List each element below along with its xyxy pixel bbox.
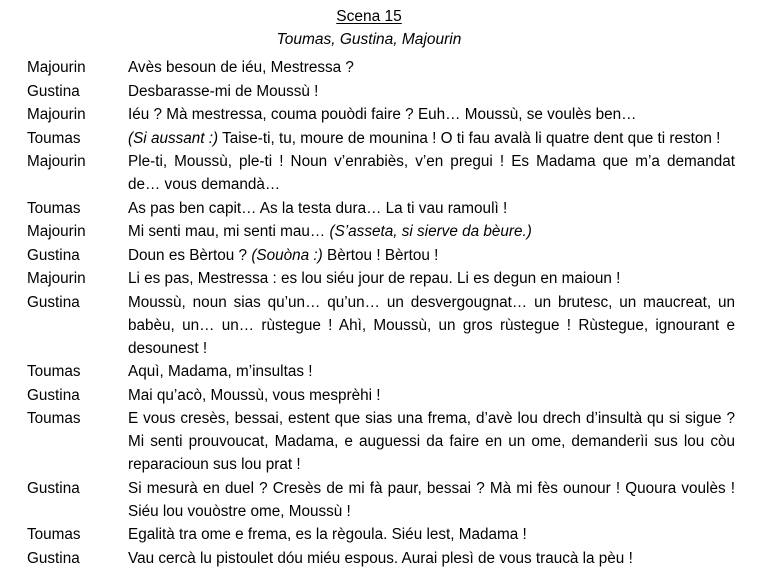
- dialogue-line: [27, 291, 735, 360]
- dialogue-line: [27, 80, 735, 103]
- speech-text: Ple-ti, Moussù, ple-ti ! Noun v’enrabiès, v’en pregui ! Es Madama que m’a demandat de… vous demandà…: [128, 153, 735, 193]
- speaker-name: Toumas: [27, 199, 81, 217]
- speaker-name: Gustina: [27, 386, 80, 404]
- speech-text: Li es pas, Mestressa : es lou siéu jour de repau. Li es degun en maioun !: [128, 270, 621, 287]
- dialogue-line: [27, 103, 735, 126]
- speech-text: [128, 244, 735, 267]
- speaker-name: Majourin: [27, 223, 86, 240]
- speech-text: As pas ben capit… As la testa dura… La ti vau ramoulì !: [128, 199, 508, 217]
- dialogue-line: [27, 547, 735, 570]
- speaker-name: Toumas: [27, 526, 81, 543]
- dialogue-line: [27, 244, 735, 267]
- speech-text: Avès besoun de iéu, Mestressa ?: [128, 59, 354, 76]
- speech-text: [128, 127, 735, 150]
- speaker-name: Gustina: [27, 293, 80, 311]
- speech-body: Doun es Bèrtou ?: [128, 246, 252, 264]
- speech-text: Moussù, noun sias qu’un… qu’un… un desvergougnat… un brutesc, un maucreat, un babèu, un… un… rùstegue ! Ahì, Moussù, un gros rùstegue ! Rùstegue, ignourant e desounest !: [128, 293, 735, 357]
- speaker-name: Toumas: [27, 363, 81, 380]
- dialogue-line: [27, 127, 735, 150]
- stage-direction: (Souòna :): [251, 246, 323, 264]
- speaker-name: Toumas: [27, 129, 81, 147]
- speaker-name: Gustina: [27, 549, 80, 567]
- dialogue-line: [27, 523, 735, 546]
- speech-text: Iéu ? Mà mestressa, couma pouòdi faire ? Euh… Moussù, se voulès ben…: [128, 106, 637, 123]
- speech-text: [128, 220, 735, 243]
- speaker-name: Majourin: [27, 106, 86, 123]
- dialogue-line: [27, 384, 735, 407]
- speech-text: Desbarasse-mi de Moussù !: [128, 82, 319, 100]
- speaker-name: Gustina: [27, 246, 80, 264]
- dialogue-line: [27, 220, 735, 243]
- speaker-name: Majourin: [27, 59, 86, 76]
- speaker-name: Majourin: [27, 153, 86, 170]
- stage-direction: (S’asseta, si sierve da bèure.): [329, 223, 532, 240]
- dialogue-line: [27, 407, 735, 476]
- dialogue-line: [27, 56, 735, 79]
- speaker-name: Toumas: [27, 410, 81, 427]
- speech-body: Taise-ti, tu, moure de mounina ! O ti fau avalà li quatre dent que ti reston !: [218, 129, 721, 147]
- dialogue-line: [27, 267, 735, 290]
- stage-direction: (Si aussant :): [128, 129, 219, 147]
- speech-text: Aquì, Madama, m’insultas !: [128, 363, 313, 380]
- speaker-name: Gustina: [27, 479, 80, 497]
- dialogue-line: [27, 360, 735, 383]
- dialogue-list: [27, 56, 735, 570]
- scene-heading-text: Scena 15: [336, 8, 402, 25]
- speech-text: Egalità tra ome e frema, es la règoula. Siéu lest, Madama !: [128, 526, 527, 543]
- cast-line: Toumas, Gustina, Majourin: [276, 31, 462, 48]
- speech-body: Mi senti mau, mi senti mau…: [128, 223, 330, 240]
- speech-text: Vau cercà lu pistoulet dóu miéu espous. Aurai plesì de vous traucà la pèu !: [128, 549, 633, 567]
- speech-text: E vous cresès, bessai, estent que sias una frema, d’avè lou drech d’insultà qu si sigue ? Mi senti prouvoucat, Madama, e auguessi da faire en un ome, demanderìi sus lou còu reparacioun sus lou prat !: [128, 410, 735, 473]
- speech-body-tail: Bèrtou ! Bèrtou !: [322, 246, 439, 264]
- speech-text: Si mesurà en duel ? Cresès de mi fà paur, bessai ? Mà mi fès ounour ! Quoura voulès ! Siéu lou vouòstre ome, Moussù !: [128, 479, 735, 520]
- speaker-name: Gustina: [27, 82, 80, 100]
- speaker-name: Majourin: [27, 270, 86, 287]
- scene-heading: [27, 6, 736, 28]
- speech-text: Mai qu’acò, Moussù, vous mesprèhi !: [128, 386, 381, 404]
- dialogue-line: [27, 150, 735, 196]
- dialogue-line: [27, 197, 735, 220]
- dialogue-line: [27, 477, 735, 523]
